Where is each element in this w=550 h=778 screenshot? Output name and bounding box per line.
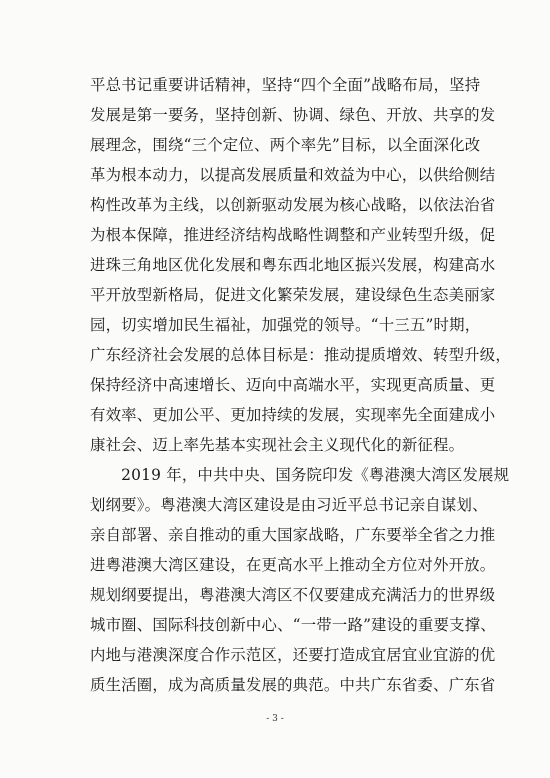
text-line: 保持经济中高速增长、迈向中高端水平，实现更高质量、更 bbox=[90, 376, 496, 394]
text-line: 城市圈、国际科技创新中心、“一带一路”建设的重要支撑、 bbox=[90, 616, 496, 634]
text-line: 展理念，围绕“三个定位、两个率先”目标，以全面深化改 bbox=[90, 136, 481, 154]
text-line: 2019 年，中共中央、国务院印发《粤港澳大湾区发展规 bbox=[90, 466, 510, 484]
text-line: 进粤港澳大湾区建设，在更高水平上推动全方位对外开放。 bbox=[90, 556, 496, 574]
text-line: 为根本保障，推进经济结构战略性调整和产业转型升级，促 bbox=[90, 226, 496, 244]
page-number: - 3 - bbox=[266, 714, 284, 724]
text-line: 内地与港澳深度合作示范区，还要打造成宜居宜业宜游的优 bbox=[90, 646, 496, 664]
text-line: 有效率、更加公平、更加持续的发展，实现率先全面建成小 bbox=[90, 406, 496, 424]
text-line: 园，切实增加民生福祉，加强党的领导。“十三五”时期， bbox=[90, 316, 481, 334]
text-line: 平开放型新格局，促进文化繁荣发展，建设绿色生态美丽家 bbox=[90, 286, 496, 304]
text-line: 规划纲要提出，粤港澳大湾区不仅要建成充满活力的世界级 bbox=[90, 586, 496, 604]
text-line: 发展是第一要务，坚持创新、协调、绿色、开放、共享的发 bbox=[90, 106, 496, 124]
text-line: 广东经济社会发展的总体目标是：推动提质增效、转型升级， bbox=[90, 346, 511, 364]
text-line: 构性改革为主线，以创新驱动发展为核心战略，以依法治省 bbox=[90, 196, 496, 214]
body-text bbox=[90, 70, 511, 700]
text-line: 质生活圈，成为高质量发展的典范。中共广东省委、广东省 bbox=[90, 676, 496, 694]
text-line: 康社会、迈上率先基本实现社会主义现代化的新征程。 bbox=[90, 436, 465, 454]
text-line: 亲自部署、亲自推动的重大国家战略，广东要举全省之力推 bbox=[90, 526, 496, 544]
text-line: 划纲要》。粤港澳大湾区建设是由习近平总书记亲自谋划、 bbox=[90, 496, 488, 514]
text-line: 平总书记重要讲话精神，坚持“四个全面”战略布局，坚持 bbox=[90, 76, 481, 94]
text-line: 革为根本动力，以提高发展质量和效益为中心，以供给侧结 bbox=[90, 166, 496, 184]
text-line: 进珠三角地区优化发展和粤东西北地区振兴发展，构建高水 bbox=[90, 256, 496, 274]
